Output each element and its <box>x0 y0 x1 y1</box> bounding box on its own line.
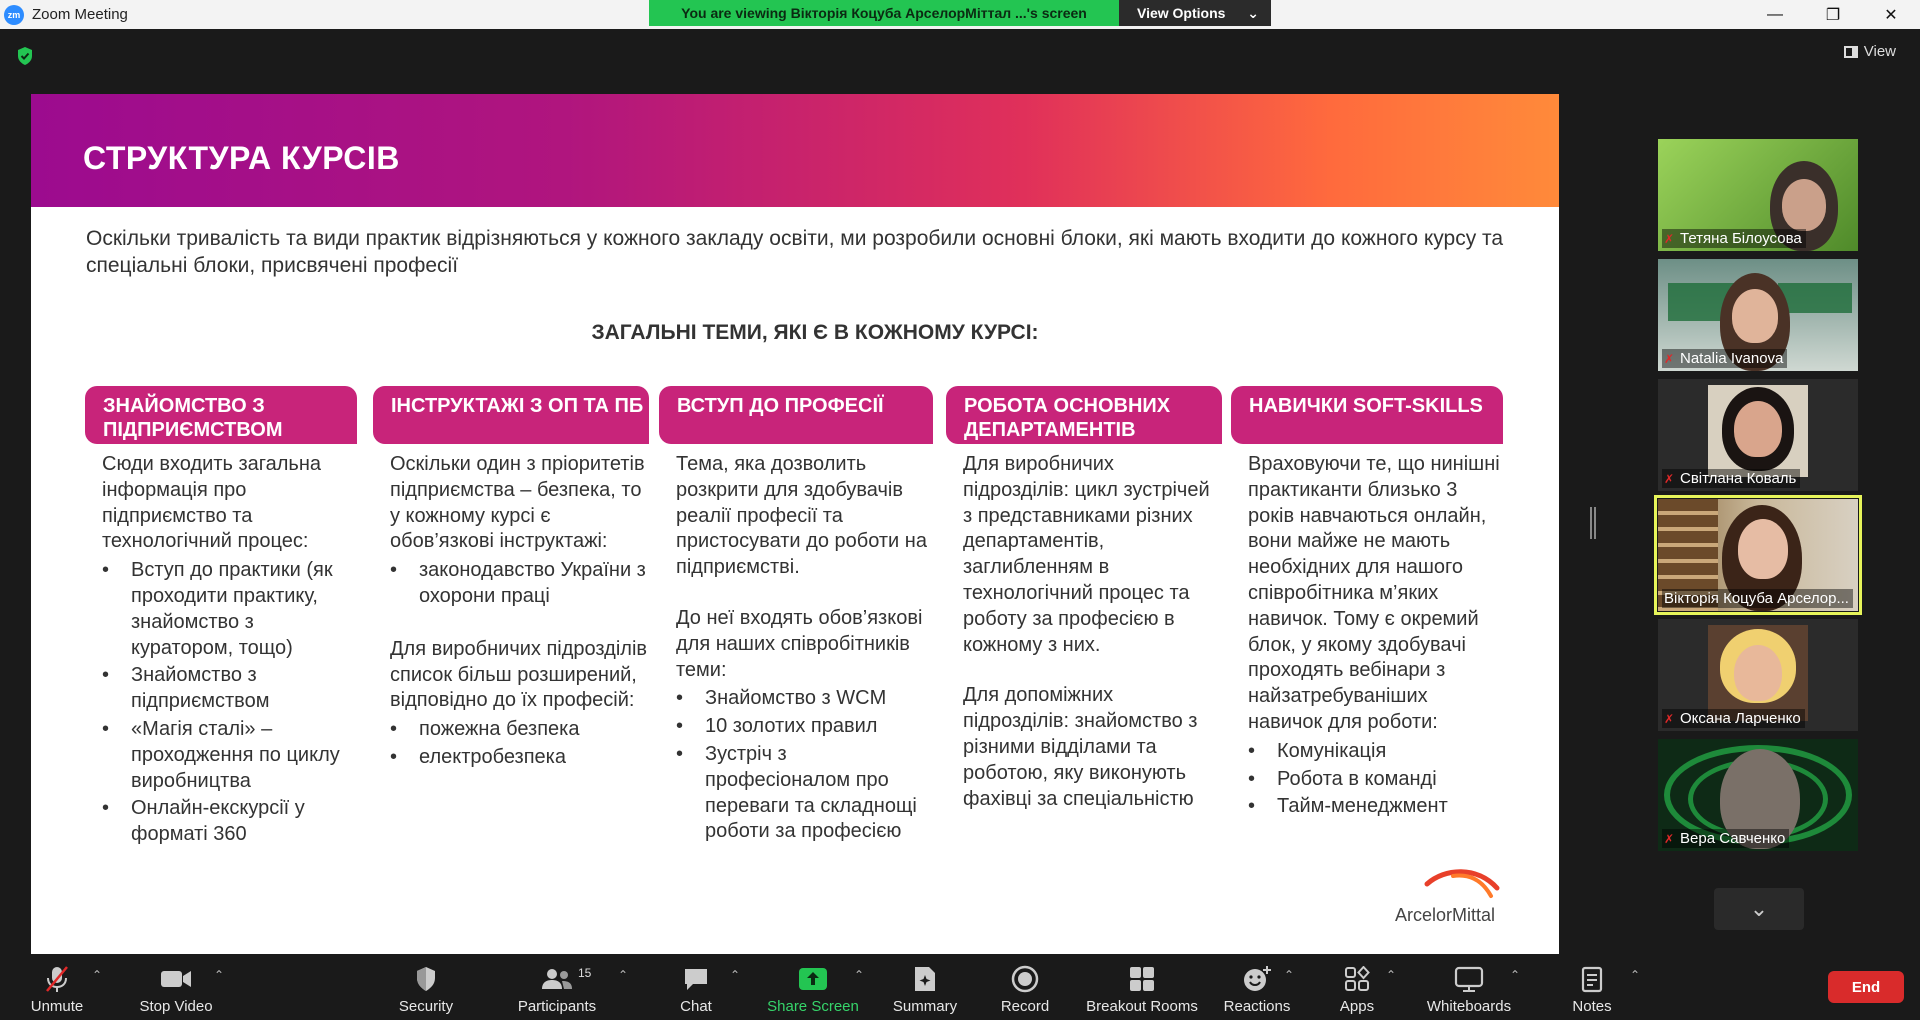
notes-button[interactable] <box>1568 956 1616 1020</box>
participant-name: Вікторія Коцуба Арселор... <box>1664 590 1849 607</box>
chat-label: Chat <box>680 998 712 1015</box>
topic-body <box>946 444 1222 812</box>
reactions-label: Reactions <box>1223 998 1291 1015</box>
view-button[interactable] <box>1844 43 1896 60</box>
minimize-button[interactable]: — <box>1767 5 1783 23</box>
topic-heading: ІНСТРУКТАЖІ З ОП ТА ПБ <box>373 386 649 444</box>
gallery-scroll-down-button[interactable] <box>1714 888 1804 930</box>
video-camera-icon <box>160 968 192 990</box>
notes-label: Notes <box>1572 998 1612 1015</box>
topic-heading: ЗНАЙОМСТВО З ПІДПРИЄМСТВОМ <box>85 386 357 444</box>
share-screen-icon <box>798 967 828 991</box>
list-item: • Вступ до практики (як проходити практику, знайомство з куратором, тощо) <box>102 558 357 661</box>
list-item: • Робота в команді <box>1248 767 1503 793</box>
topic-paragraph: До неї входять обов’язкові для наших співробітників теми: <box>676 606 923 681</box>
topic-heading: НАВИЧКИ SOFT-SKILLS <box>1231 386 1503 444</box>
participant-tile[interactable] <box>1658 619 1858 731</box>
participant-tile[interactable] <box>1658 259 1858 371</box>
resize-handle[interactable] <box>1590 507 1596 539</box>
list-item: • Знайомство з підприємством <box>102 663 357 715</box>
view-label: View <box>1863 43 1896 60</box>
window-title: Zoom Meeting <box>32 6 128 23</box>
stop-video-label: Stop Video <box>139 998 213 1015</box>
reactions-caret-icon[interactable]: ⌃ <box>1284 968 1295 982</box>
stop-video-button[interactable] <box>136 956 216 1020</box>
reactions-button[interactable] <box>1220 956 1294 1020</box>
screen-share-banner <box>649 0 1271 26</box>
view-options-label: View Options <box>1137 5 1226 21</box>
list-item: • Комунікація <box>1248 739 1503 765</box>
topic-bullets <box>676 686 933 845</box>
share-screen-button[interactable] <box>766 956 860 1020</box>
muted-mic-icon: ✗ <box>1664 351 1675 366</box>
list-item: • законодавство України з охорони праці <box>390 558 649 610</box>
topic-paragraph: Для виробничих підрозділів список більш розширений, відповідно до їх професій: <box>390 637 648 712</box>
viewing-message: You are viewing Вікторія Коцуба АрселорМіттал ...'s screen <box>649 0 1119 26</box>
arcelormittal-swoosh-icon <box>1395 866 1505 906</box>
participant-tile[interactable] <box>1658 739 1858 851</box>
notes-icon <box>1580 965 1604 993</box>
slide-header <box>31 94 1559 207</box>
chat-bubble-icon <box>682 966 710 992</box>
participant-gallery <box>1658 139 1860 859</box>
unmute-button[interactable] <box>25 956 89 1020</box>
participants-count: 15 <box>578 966 592 980</box>
summary-label: Summary <box>892 998 958 1015</box>
whiteboards-button[interactable] <box>1422 956 1516 1020</box>
list-item: • електробезпека <box>390 745 649 771</box>
topic-paragraph: Сюди входить загальна інформація про підприємство та технологічний процес: <box>102 453 321 553</box>
video-options-caret-icon[interactable]: ⌃ <box>214 968 225 982</box>
slide-subtitle: ЗАГАЛЬНІ ТЕМИ, ЯКІ Є В КОЖНОМУ КУРСІ: <box>591 321 1039 344</box>
chevron-down-icon: ⌄ <box>1247 4 1259 21</box>
record-icon <box>1011 965 1039 993</box>
breakout-rooms-label: Breakout Rooms <box>1086 998 1198 1015</box>
participant-name: Світлана Коваль <box>1680 470 1797 487</box>
view-grid-icon <box>1844 46 1858 58</box>
slide-intro: Оскільки тривалість та види практик відрізняються у кожного закладу освіти, ми розробили основні блоки, які мають входити до кожного курсу та спеціальні блоки, присвячені професії <box>86 227 1504 277</box>
whiteboards-caret-icon[interactable]: ⌃ <box>1510 968 1521 982</box>
restore-button[interactable]: ❐ <box>1825 6 1841 24</box>
participant-name: Тетяна Білоусова <box>1680 230 1802 247</box>
chat-button[interactable] <box>674 956 718 1020</box>
muted-mic-icon: ✗ <box>1664 471 1675 486</box>
breakout-rooms-button[interactable] <box>1082 956 1202 1020</box>
apps-label: Apps <box>1339 998 1375 1015</box>
topic-bullets <box>102 558 357 848</box>
summary-document-icon <box>912 965 938 993</box>
brand-wordmark: ArcelorMittal <box>1395 905 1496 925</box>
muted-mic-icon: ✗ <box>1664 831 1675 846</box>
security-label: Security <box>398 998 454 1015</box>
topic-heading: РОБОТА ОСНОВНИХ ДЕПАРТАМЕНТІВ <box>946 386 1222 444</box>
topic-column-company <box>85 386 357 850</box>
apps-caret-icon[interactable]: ⌃ <box>1386 968 1397 982</box>
security-shield-icon <box>415 966 437 992</box>
security-button[interactable] <box>396 956 456 1020</box>
audio-options-caret-icon[interactable]: ⌃ <box>92 968 103 982</box>
topic-paragraph: Враховуючи те, що нинішні практиканти близько 3 років навчаються онлайн, вони майже не мають необхідних для нашого співробітника м’яких навичок. Тому є окремий блок, у якому здобувачі проходять вебінари з найзатребуваніших навичок для роботи: <box>1248 453 1500 733</box>
unmute-label: Unmute <box>30 998 84 1015</box>
zoom-logo-icon: zm <box>4 5 24 25</box>
breakout-rooms-icon <box>1129 966 1155 992</box>
participant-tile[interactable] <box>1658 139 1858 251</box>
muted-mic-icon: ✗ <box>1664 711 1675 726</box>
apps-button[interactable] <box>1336 956 1378 1020</box>
topic-column-departments <box>946 386 1222 812</box>
window-controls <box>1746 0 1920 29</box>
slide-title: СТРУКТУРА КУРСІВ <box>83 140 400 176</box>
list-item: • 10 золотих правил <box>676 714 933 740</box>
topic-paragraph: Оскільки один з пріоритетів підприємства – безпека, то у кожному курсі є обов’язкові інструктажі: <box>390 453 645 553</box>
participant-name: Вера Савченко <box>1680 830 1786 847</box>
view-options-button[interactable] <box>1119 0 1271 26</box>
participant-tile-active-speaker[interactable] <box>1658 499 1858 611</box>
whiteboard-icon <box>1454 966 1484 992</box>
arcelormittal-logo <box>1395 866 1505 926</box>
list-item: • Онлайн-екскурсії у форматі 360 <box>102 796 357 848</box>
topic-bullets <box>390 558 649 610</box>
meeting-stage <box>0 29 1920 956</box>
topic-bullets <box>1248 739 1503 820</box>
apps-icon <box>1344 966 1370 992</box>
notes-caret-icon[interactable]: ⌃ <box>1630 968 1641 982</box>
topic-body <box>1231 444 1503 820</box>
topic-column-soft-skills <box>1231 386 1503 822</box>
participant-tile[interactable] <box>1658 379 1858 491</box>
topic-paragraph: Для виробничих підрозділів: цикл зустрічей з представниками різних департаментів, заглибленням в технологічний процес та роботу за професією в кожному з них. <box>963 453 1210 656</box>
record-label: Record <box>1000 998 1050 1015</box>
close-button[interactable]: ✕ <box>1884 6 1898 24</box>
participants-label: Participants <box>517 998 597 1015</box>
topic-column-safety <box>373 386 649 773</box>
topic-paragraph: Тема, яка дозволить розкрити для здобувачів реалії професії та пристосувати до роботи на підприємстві. <box>676 453 927 579</box>
list-item: • пожежна безпека <box>390 717 649 743</box>
record-button[interactable] <box>996 956 1054 1020</box>
share-screen-label: Share Screen <box>767 998 859 1015</box>
muted-microphone-icon <box>43 964 71 994</box>
topic-column-profession <box>659 386 933 847</box>
participant-name: Оксана Ларченко <box>1680 710 1801 727</box>
topic-body <box>85 444 357 848</box>
share-caret-icon[interactable]: ⌃ <box>854 968 865 982</box>
chat-caret-icon[interactable]: ⌃ <box>730 968 741 982</box>
meeting-toolbar <box>0 956 1920 1020</box>
list-item: • «Магія сталі» – проходження по циклу виробництва <box>102 717 357 794</box>
topic-heading: ВСТУП ДО ПРОФЕСІЇ <box>659 386 933 444</box>
topic-body <box>659 444 933 845</box>
reactions-emoji-icon <box>1242 965 1272 993</box>
participants-caret-icon[interactable]: ⌃ <box>618 968 629 982</box>
list-item: • Зустріч з професіоналом про переваги та складнощі роботи за професією <box>676 742 933 845</box>
participant-name: Natalia Ivanova <box>1680 350 1784 367</box>
list-item: • Знайомство з WCM <box>676 686 933 712</box>
topic-paragraph: Для допоміжних підрозділів: знайомство з різними відділами та роботою, яку виконують фахівці за спеціальністю <box>963 684 1198 810</box>
summary-button[interactable] <box>890 956 960 1020</box>
topic-bullets <box>390 717 649 771</box>
muted-mic-icon: ✗ <box>1664 231 1675 246</box>
encryption-shield-icon[interactable] <box>16 46 34 66</box>
whiteboards-label: Whiteboards <box>1426 998 1512 1015</box>
chevron-down-icon: ⌄ <box>1749 896 1769 921</box>
end-meeting-button[interactable]: End <box>1828 971 1904 1003</box>
list-item: • Тайм-менеджмент <box>1248 794 1503 820</box>
shared-slide <box>31 94 1559 954</box>
participants-icon <box>540 967 574 991</box>
topic-body <box>373 444 649 771</box>
